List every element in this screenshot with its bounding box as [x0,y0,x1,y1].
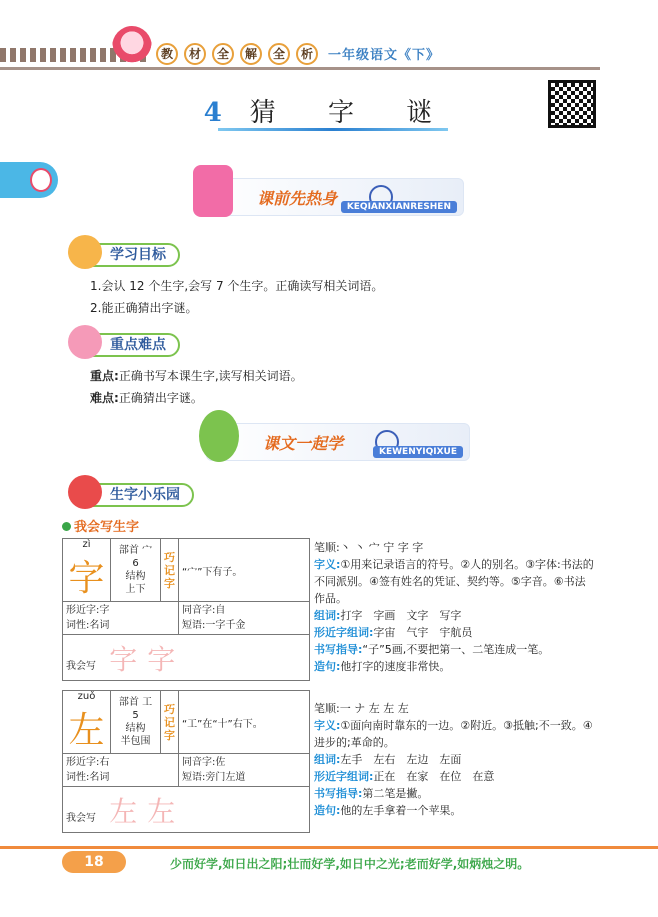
difficulty-label: 难点: [90,391,119,405]
similar-cell [63,754,179,787]
char-info-zuo [314,700,594,819]
char-words: 左手 左右 左边 左面 [340,753,462,766]
series-char: 教 [156,43,178,65]
girl-icon [68,325,102,359]
structure-label: 结构 [125,571,146,582]
char-mnemonic: “工”在“十”右下。 [179,691,310,754]
phrase: 短语:旁门左道 [182,772,246,783]
similar-words-row [314,624,594,641]
words-row [314,751,594,768]
char-strokes: 5 [132,710,139,721]
meaning-label: 字义: [314,558,341,571]
section-banner-text [206,423,470,461]
char-words: 打字 字画 文字 写字 [340,609,462,622]
section-banner-warmup [200,178,464,216]
mascot-icon [30,168,52,192]
words-label: 组词: [314,753,341,766]
char-meaning: ①面向南时靠东的一边。②附近。③抵触;不一致。④进步的;革命的。 [314,719,593,749]
similar-char: 形近字:字 [66,605,110,616]
practice-row [63,635,310,681]
write-label: 我会写 [66,660,96,672]
trace-chars: 字字 [109,642,186,676]
char-meaning: ①用来记录语言的符号。②人的别名。③字体:书法的不同派别。④签有姓名的凭证、契约等。⑤字音。⑥书法作品。 [314,558,594,605]
difficulty-text: 正确猜出字谜。 [118,391,203,405]
banner-title: 课文一起学 [263,434,344,453]
guide-label: 书写指导: [314,787,363,800]
meaning-row [314,556,594,607]
char-big: 左 [68,710,105,751]
mnemonic-label: 巧记字 [161,691,179,754]
page-number: 18 [62,851,126,873]
sentence-row [314,802,594,819]
goal-item: 1.会认 12 个生字,会写 7 个生字。正确读写相关词语。 [90,279,384,293]
goal-item: 2.能正确猜出字谜。 [90,301,198,315]
char-info-zi [314,539,594,675]
banner-pinyin: KEWENYIQIXUE [373,446,463,458]
series-char: 析 [296,43,318,65]
stroke-order: 笔顺:丶 丶 宀 宁 字 字 [314,541,424,554]
apple-icon [68,475,102,509]
homophone: 同音字:佐 [182,757,226,768]
words-row [314,607,594,624]
similar-words: 字宙 气宇 宇航员 [373,626,473,639]
banner-title: 课前先热身 [257,189,338,208]
key-point-text: 正确书写本课生字,读写相关词语。 [118,369,303,383]
char-meta [111,691,161,754]
stroke-order: 笔顺:一 ナ 左 左 左 [314,702,409,715]
part-of-speech: 词性:名词 [66,620,110,631]
mascot-icon [112,26,152,68]
character-icon [193,165,233,217]
words-label: 组词: [314,609,341,622]
char-radical: 部首 工 [118,697,153,708]
similar-char: 形近字:右 [66,757,110,768]
sentence-label: 造句: [314,804,341,817]
series-char: 解 [240,43,262,65]
series-char: 全 [212,43,234,65]
example-sentence: 他打字的速度非常快。 [340,660,451,673]
title-underline [218,128,448,131]
garden-heading [72,483,194,507]
phrase: 短语:一字千金 [182,620,246,631]
char-cell [63,691,111,754]
similar-words-row [314,768,594,785]
student-icon [68,235,102,269]
sentence-row [314,658,594,675]
writing-guide: 第二笔是撇。 [362,787,429,800]
book-title: 一年级语文《下》 [328,48,441,63]
char-structure: 上下 [125,584,146,595]
similar-words-label: 形近字组词: [314,626,374,639]
char-pinyin: zì [82,539,91,550]
guide-label: 书写指导: [314,643,363,656]
guide-row [314,641,594,658]
lesson-number: 4 [203,98,244,128]
char-meta [111,539,161,602]
mnemonic-label: 巧记字 [161,539,179,602]
part-of-speech: 词性:名词 [66,772,110,783]
character-icon [199,410,239,462]
char-strokes: 6 [132,558,139,569]
sentence-label: 造句: [314,660,341,673]
header-rule [0,67,600,70]
char-cell [63,539,111,602]
series-char: 材 [184,43,206,65]
meaning-row [314,717,594,751]
goals-heading [72,243,180,267]
qr-code-icon[interactable] [548,80,596,128]
similar-words: 正在 在家 在位 在意 [373,770,495,783]
similar-cell [63,602,179,635]
char-radical: 部首 宀 [118,545,153,556]
footer-rule [0,846,658,849]
write-label: 我会写 [66,812,96,824]
char-pinyin: zuǒ [77,691,96,702]
homophone-cell [179,602,310,635]
structure-label: 结构 [125,723,146,734]
example-sentence: 他的左手拿着一个苹果。 [340,804,462,817]
goals-heading-text: 学习目标 [110,247,166,263]
write-chars-subheading: 我会写生字 [62,516,139,535]
practice-row [63,787,310,833]
side-tab [0,162,58,198]
garden-heading-text: 生字小乐园 [110,487,180,503]
series-char: 全 [268,43,290,65]
char-structure: 半包围 [120,736,151,747]
guide-row [314,785,594,802]
writing-guide: “子”5画,不要把第一、二笔连成一笔。 [362,643,550,656]
key-point-label: 重点: [90,369,119,383]
char-card-zi [62,538,310,681]
meaning-label: 字义: [314,719,341,732]
trace-chars: 左左 [109,794,186,828]
key-point [90,367,610,385]
key-heading [72,333,180,357]
lesson-title-text: 猜 字 谜 [249,98,455,128]
key-heading-text: 重点难点 [110,337,166,353]
footer-motto: 少而好学,如日出之阳;壮而好学,如日中之光;老而好学,如炳烛之明。 [170,857,530,871]
char-card-zuo [62,690,310,833]
similar-words-label: 形近字组词: [314,770,374,783]
homophone: 同音字:自 [182,605,226,616]
char-big: 字 [68,558,105,599]
homophone-cell [179,754,310,787]
difficulty-point [90,389,610,407]
banner-pinyin: KEQIANXIANRESHEN [341,201,457,213]
char-mnemonic: “宀”下有子。 [179,539,310,602]
